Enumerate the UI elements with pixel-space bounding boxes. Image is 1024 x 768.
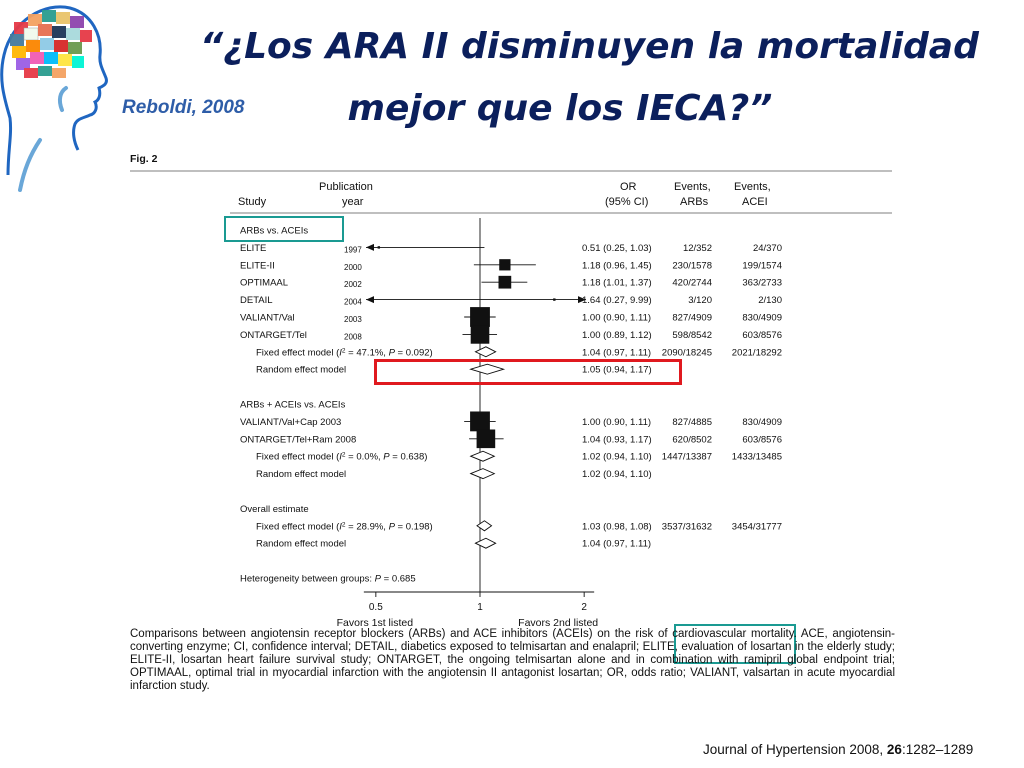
study-year: 1997: [344, 245, 362, 255]
ci-arrow-left: [366, 296, 374, 303]
journal-pages: :1282–1289: [901, 742, 974, 757]
study-year: 2004: [344, 297, 362, 307]
or-ci-value: 1.18 (0.96, 1.45): [582, 260, 652, 272]
or-ci-value: 1.04 (0.93, 1.17): [582, 434, 652, 446]
study-label: ELITE: [240, 242, 267, 254]
group-label: Overall estimate: [240, 503, 309, 515]
events-arbs-value: 3/120: [688, 295, 712, 307]
x-axis-tick-label: 2: [581, 602, 587, 613]
or-ci-value: 1.02 (0.94, 1.10): [582, 451, 652, 463]
journal-name: Journal of Hypertension: [703, 742, 846, 757]
study-year: 2003: [344, 315, 362, 324]
study-label: ONTARGET/Tel+Ram 2008: [240, 434, 357, 446]
study-year: 2008: [344, 332, 362, 342]
or-ci-value: 1.00 (0.90, 1.11): [582, 416, 652, 428]
point-estimate-square: [499, 276, 512, 289]
events-acei-value: 3454/31777: [731, 521, 782, 533]
highlight-box-arbs-vs-aceis: [224, 216, 344, 242]
forest-axis: [337, 592, 599, 629]
x-axis-label-left: Favors 1st listed: [336, 617, 414, 629]
highlight-box-random-effect: [374, 359, 682, 385]
pooled-label: Fixed effect model ($I^2 = 47.1\%$, P = 0.092): [256, 346, 433, 359]
study-label: OPTIMAAL: [240, 277, 289, 289]
events-arbs-value: 2090/18245: [661, 347, 712, 359]
header-pubyear-2: year: [342, 196, 364, 208]
journal-citation: [703, 742, 973, 757]
group-label: ARBs + ACEIs vs. ACEIs: [240, 399, 346, 411]
header-ev-acei-2: ACEI: [742, 196, 768, 208]
ci-arrow-left: [366, 244, 374, 251]
events-acei-value: 2/130: [758, 295, 782, 307]
events-acei-value: 199/1574: [742, 260, 782, 272]
study-label: ONTARGET/Tel: [240, 329, 307, 341]
study-label: ELITE-II: [240, 260, 275, 272]
events-arbs-value: 420/2744: [672, 277, 712, 289]
x-axis-tick-label: 0.5: [368, 602, 383, 613]
header-ev-arbs-1: Events,: [674, 181, 711, 193]
or-ci-value: 1.64 (0.27, 9.99): [582, 295, 652, 307]
study-label: VALIANT/Val: [240, 312, 295, 324]
events-acei-value: 2021/18292: [731, 347, 782, 359]
or-ci-value: 1.00 (0.90, 1.11): [582, 312, 652, 324]
study-year: 2002: [344, 280, 362, 290]
point-estimate-square: [470, 307, 490, 327]
figure-caption: Comparisons between angiotensin receptor blockers (ARBs) and ACE inhibitors (ACEIs) on the risk of cardiovascular mortality. ACE, angiotensin-converting enzyme; CI, confidence interval; DETAIL, diabetics exposed to telmisartan and enalapril; ELITE, evaluation of losartan in the elderly study; ELITE-II, losartan heart failure survival study; ONTARGET, the ongoing telmisartan alone and in combination with ramipril global endpoint trial; OPTIMAAL, optimal trial in myocardial infarction with the angiotensin II antagonist losartan; OR, odds ratio; VALIANT, valsartan in acute myocardial infarction study.: [130, 628, 895, 692]
events-acei-value: 830/4909: [742, 312, 782, 324]
brain-puzzle-head-logo-icon: [0, 0, 110, 195]
events-arbs-value: 827/4909: [672, 312, 712, 324]
study-year: 2000: [344, 262, 362, 272]
pooled-label: Fixed effect model ($I^2 = 0.0\%$, P = 0.638): [256, 451, 428, 463]
events-acei-value: 830/4909: [742, 416, 782, 428]
heterogeneity-note: Heterogeneity between groups: P = 0.685: [240, 573, 416, 585]
events-arbs-value: 230/1578: [672, 260, 712, 272]
events-arbs-value: 1447/13387: [661, 451, 712, 463]
header-pubyear-1: Publication: [319, 181, 373, 193]
events-acei-value: 603/8576: [742, 434, 782, 446]
or-ci-value: 1.04 (0.97, 1.11): [582, 347, 652, 359]
header-or-1: OR: [620, 181, 637, 193]
pooled-label: Random effect model: [256, 469, 347, 481]
pooled-estimate-diamond: [477, 521, 492, 531]
pooled-label: Random effect model: [256, 538, 347, 550]
study-label: VALIANT/Val+Cap 2003: [240, 416, 342, 428]
pooled-label: Random effect model: [256, 364, 347, 376]
or-ci-value: 1.18 (1.01, 1.37): [582, 277, 652, 289]
point-estimate-square: [499, 259, 510, 270]
events-acei-value: 24/370: [752, 242, 782, 254]
pooled-label: Fixed effect model ($I^2 = 28.9\%$, P = 0.198): [256, 520, 433, 533]
study-label: DETAIL: [240, 295, 273, 307]
or-ci-value: 1.02 (0.94, 1.10): [582, 469, 652, 481]
or-ci-value: 1.05 (0.94, 1.17): [582, 364, 652, 376]
events-arbs-value: 598/8542: [672, 329, 712, 341]
forest-rows: [240, 218, 782, 592]
events-arbs-value: 3537/31632: [661, 521, 712, 533]
events-arbs-value: 620/8502: [672, 434, 712, 446]
header-or-2: (95% CI): [605, 196, 649, 208]
events-acei-value: 603/8576: [742, 329, 782, 341]
figure-label: Fig. 2: [130, 153, 158, 165]
header-ev-arbs-2: ARBs: [680, 196, 709, 208]
author-citation: Reboldi, 2008: [122, 97, 245, 118]
journal-year: 2008,: [849, 742, 884, 757]
events-acei-value: 1433/13485: [731, 451, 782, 463]
slide-title-line-1: “¿Los ARA II disminuyen la mortalidad: [200, 26, 979, 67]
or-ci-value: 1.03 (0.98, 1.08): [582, 521, 652, 533]
x-axis-tick-label: 1: [477, 602, 483, 613]
header-ev-acei-1: Events,: [734, 181, 771, 193]
point-estimate-square: [378, 246, 380, 248]
point-estimate-square: [553, 298, 555, 300]
events-acei-value: 363/2733: [742, 277, 782, 289]
slide-title-line-2: mejor que los IECA?”: [347, 88, 773, 129]
events-arbs-value: 12/352: [682, 242, 712, 254]
pooled-estimate-diamond: [475, 347, 495, 357]
x-axis-label-right: Favors 2nd listed: [518, 617, 599, 629]
events-arbs-value: 827/4885: [672, 416, 712, 428]
or-ci-value: 1.04 (0.97, 1.11): [582, 538, 652, 550]
point-estimate-square: [471, 325, 490, 344]
or-ci-value: 1.00 (0.89, 1.12): [582, 329, 652, 341]
or-ci-value: 0.51 (0.25, 1.03): [582, 242, 652, 254]
pooled-estimate-diamond: [471, 469, 495, 479]
group-label: ARBs vs. ACEIs: [240, 225, 309, 237]
point-estimate-square: [470, 411, 490, 431]
pooled-estimate-diamond: [475, 538, 495, 548]
pooled-estimate-diamond: [471, 451, 495, 461]
point-estimate-square: [477, 429, 496, 448]
header-study: Study: [238, 196, 267, 208]
journal-volume: 26: [886, 742, 902, 757]
